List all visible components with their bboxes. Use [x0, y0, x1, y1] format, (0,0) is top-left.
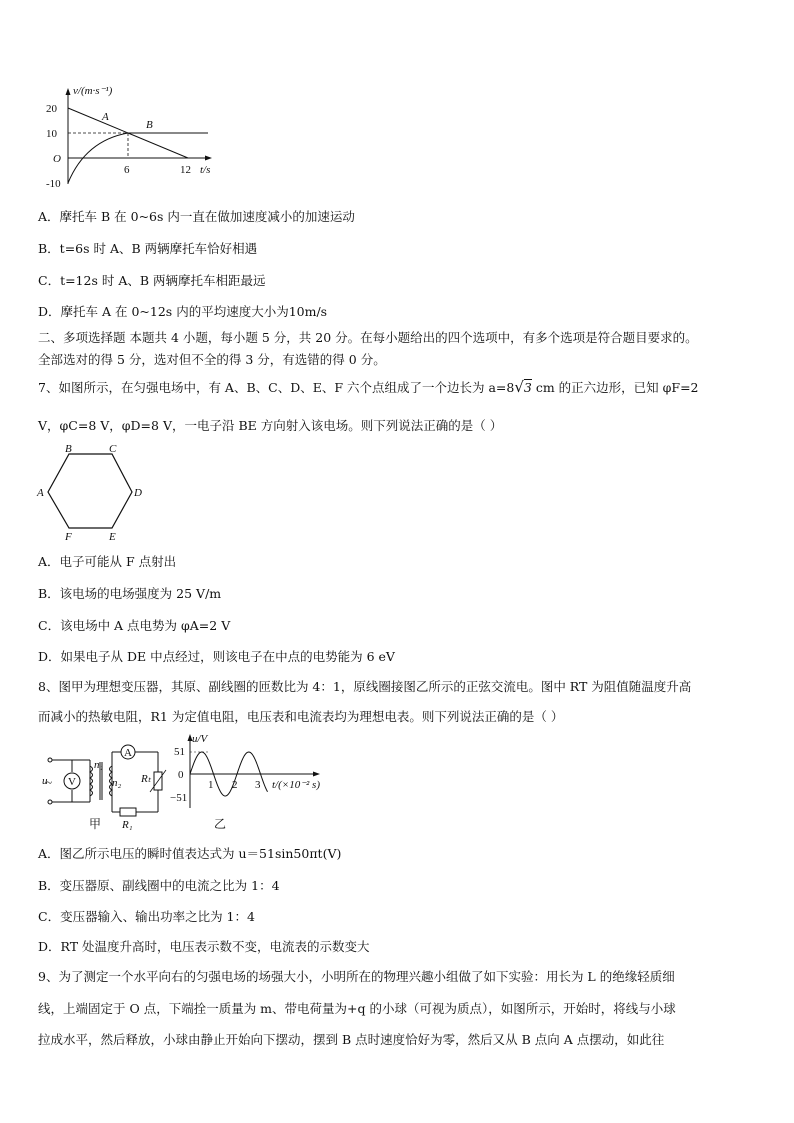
- wave-x-tick-1: 1: [208, 779, 214, 791]
- wave-y-label: u/V: [192, 733, 208, 745]
- q7-option-c: C．该电场中 A 点电势为 φA=2 V: [38, 618, 231, 633]
- sqrt-number: 3: [523, 380, 532, 395]
- wave-y-tick-neg51: −51: [170, 792, 188, 804]
- hex-label-b: B: [65, 443, 72, 455]
- q7-stem-part1: 7、如图所示，在匀强电场中，有 A、B、C、D、E、F 六个点组成了一个边长为 a=8: [38, 380, 515, 395]
- curve-label-b: B: [146, 119, 153, 131]
- hexagon-figure: [34, 440, 154, 544]
- q9-stem-line2: 线，上端固定于 O 点，下端拴一质量为 m、带电荷量为+q 的小球（可视为质点），如图所示，开始时，将线与小球: [38, 1001, 676, 1016]
- x-tick-12: 12: [180, 164, 191, 176]
- q7-option-a: A．电子可能从 F 点射出: [38, 554, 177, 569]
- u-label: u: [42, 775, 48, 787]
- q7-stem-line1: [38, 378, 699, 396]
- q7-stem-part2: cm 的正六边形，已知 φF=2: [531, 380, 699, 395]
- q8-stem-line1: 8、图甲为理想变压器，其原、副线圈的匝数比为 4：1，原线圈接图乙所示的正弦交流电。图中 RT 为阻值随温度升高: [38, 679, 692, 694]
- q8-option-b: B．变压器原、副线圈中的电流之比为 1：4: [38, 878, 280, 893]
- q7-stem-line2: V，φC=8 V，φD=8 V，一电子沿 BE 方向射入该电场。则下列说法正确的是（ ）: [38, 418, 503, 433]
- hex-label-c: C: [109, 443, 117, 455]
- sine-curve: [190, 742, 220, 774]
- svg-text:~: ~: [46, 777, 52, 789]
- section2-line1: 二、多项选择题 本题共 4 小题，每小题 5 分，共 20 分。在每小题给出的四个选项中，有多个选项是符合题目要求的。: [38, 330, 698, 345]
- hex-label-e: E: [109, 531, 116, 543]
- q8-option-d: D．RT 处温度升高时，电压表示数不变，电流表的示数变大: [38, 939, 370, 954]
- q9-stem-line3: 拉成水平，然后释放，小球由静止开始向下摆动，摆到 B 点时速度恰好为零，然后又从 B 点向 A 点摆动，如此往: [38, 1032, 665, 1047]
- transformer-circuit: [40, 742, 170, 832]
- origin-label: O: [53, 153, 61, 165]
- r1-label: R₁: [122, 819, 133, 831]
- hexagon: [48, 454, 132, 528]
- x-axis-label: t/s: [200, 164, 211, 176]
- wave-y-tick-0: 0: [178, 769, 184, 781]
- q8-option-c: C．变压器输入、输出功率之比为 1：4: [38, 909, 255, 924]
- x-tick-6: 6: [124, 164, 130, 176]
- wave-x-label: t/(×10⁻² s): [272, 779, 320, 791]
- ammeter-label: A: [124, 747, 132, 759]
- sine-wave-graph: [170, 732, 340, 810]
- q9-stem-line1: 9、为了测定一个水平向右的匀强电场的场强大小，小明所在的物理兴趣小组做了如下实验：用长为 L 的绝缘轻质细: [38, 969, 675, 984]
- y-tick-20: 20: [46, 103, 57, 115]
- q6-option-b: B．t=6s 时 A、B 两辆摩托车恰好相遇: [38, 241, 258, 256]
- hex-label-f: F: [65, 531, 72, 543]
- curve-label-a: A: [102, 111, 109, 123]
- n1-label: n₁: [94, 759, 104, 771]
- n2-label: n₂: [112, 777, 122, 789]
- fig-yi-caption: 乙: [214, 817, 227, 831]
- wave-y-tick-51: 51: [174, 746, 185, 758]
- q6-option-d: D．摩托车 A 在 0~12s 内的平均速度大小为10m/s: [38, 304, 328, 319]
- q7-option-b: B．该电场的电场强度为 25 V/m: [38, 586, 222, 601]
- fig-jia-caption: 甲: [89, 817, 102, 831]
- y-tick-10: 10: [46, 128, 57, 140]
- y-tick-neg10: -10: [46, 178, 61, 190]
- hex-label-d: D: [134, 487, 142, 499]
- q7-option-d: D．如果电子从 DE 中点经过，则该电子在中点的电势能为 6 eV: [38, 649, 395, 664]
- section2-line2: 全部选对的得 5 分，选对但不全的得 3 分，有选错的得 0 分。: [38, 352, 386, 367]
- q8-stem-line2: 而减小的热敏电阻，R1 为定值电阻，电压表和电流表均为理想电表。则下列说法正确的是（ ）: [38, 709, 564, 724]
- sqrt-symbol: √: [514, 378, 524, 396]
- rt-label: Rₜ: [141, 773, 151, 785]
- vt-graph: [40, 82, 240, 192]
- wave-x-tick-2: 2: [232, 779, 238, 791]
- y-axis-label: v/(m·s⁻¹): [73, 85, 113, 97]
- q8-option-a: A．图乙所示电压的瞬时值表达式为 u＝51sin50πt(V): [38, 846, 342, 861]
- resistor-r1: [120, 808, 136, 816]
- q6-option-c: C．t=12s 时 A、B 两辆摩托车相距最远: [38, 273, 266, 288]
- q6-option-a: A．摩托车 B 在 0~6s 内一直在做加速度减小的加速运动: [38, 209, 355, 224]
- voltmeter-label: V: [68, 776, 76, 788]
- wave-x-tick-3: 3: [255, 779, 261, 791]
- hex-label-a: A: [37, 487, 44, 499]
